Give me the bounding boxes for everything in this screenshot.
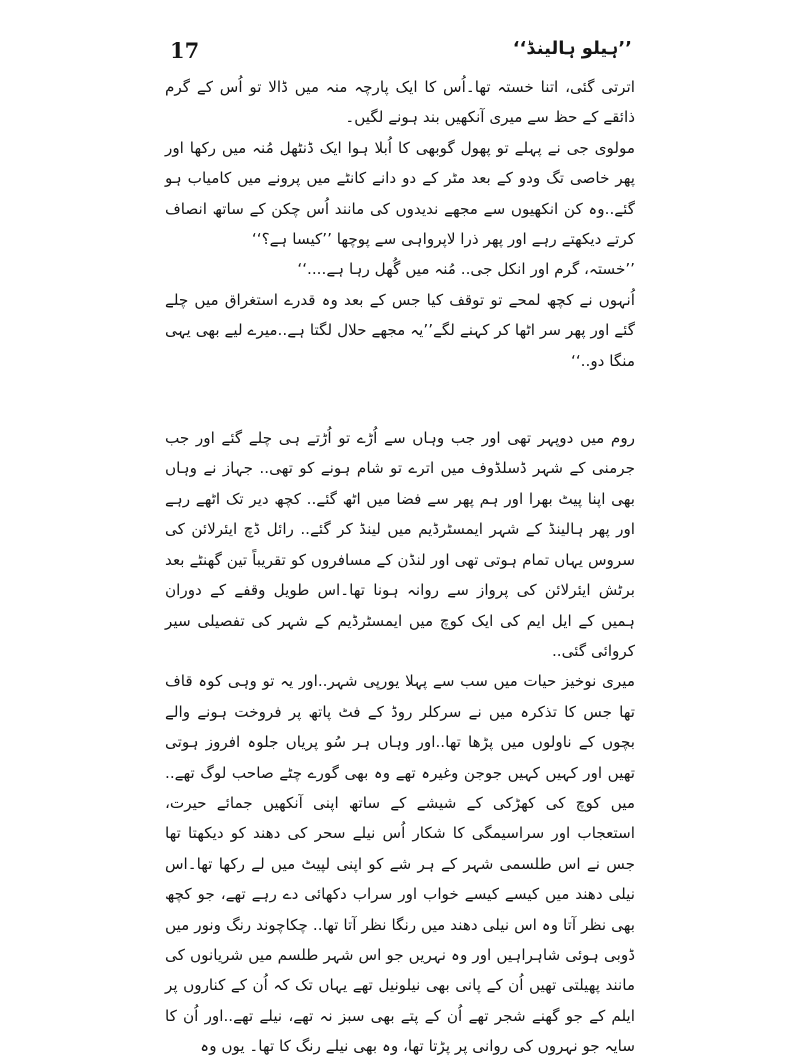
paragraph-2: مولوی جی نے پہلے تو پھول گوبھی کا اُبلا ہوا ایک ڈنٹھل مُنہ میں رکھا اور پھر خاصی تگ ودو کے بعد مٹر کے دو دانے کانٹے میں پرونے میں کامیاب ہو گئے..وہ کن انکھیوں سے مجھے ندیدوں کی مانند اُس چکن کے ساتھ انصاف کرتے دیکھتے رہے اور پھر ذرا لاپرواہی سے پوچھا ’’کیسا ہے؟‘‘ [165, 138, 635, 249]
running-head: ’’ہیلو ہالینڈ‘‘ [512, 38, 632, 59]
section-break [165, 376, 635, 423]
paragraph-1: اترتی گئی، اتنا خستہ تھا۔اُس کا ایک پارچہ منہ میں ڈالا تو اُس کے گرم ذائقے کے حظ سے میری آنکھیں بند ہونے لگیں۔ [165, 78, 635, 127]
paragraph-3: ’’خستہ، گرم اور انکل جی.. مُنہ میں گُھل رہا ہے....‘‘ [297, 260, 635, 279]
body-text [165, 72, 635, 1062]
paragraph-6: میری نوخیز حیات میں سب سے پہلا یورپی شہر..اور یہ تو وہی کوہ قاف تھا جس کا تذکرہ میں نے سرکلر روڈ کے فٹ پاتھ پر فروخت ہونے والے بچوں کے ناولوں میں پڑھا تھا..اور وہاں ہر سُو پریاں جلوہ افروز ہوتی تھیں اور کہیں کہیں جوجن وغیرہ تھے وہ بھی گورے چٹے صاحب لوگ تھے.. میں کوچ کی کھڑکی کے شیشے کے ساتھ اپنی آنکھیں جمائے حیرت، استعجاب اور سراسیمگی کا شکار اُس نیلے سحر کی دھند کو دیکھتا تھا جس نے اس طلسمی شہر کے ہر شے کو اپنی لپیٹ میں لے رکھا تھا۔اس نیلی دھند میں کیسے کیسے خواب اور سراب دکھائی دے رہے تھے، جو کچھ بھی نظر آتا وہ اس نیلی دھند میں رنگا نظر آتا تھا.. چکاچوند رنگ ونور میں ڈوبی ہوئی شاہراہیں اور وہ نہریں جو اس شہر طلسم میں شریانوں کی مانند پھیلتی تھیں اُن کے پانی بھی نیلونیل تھے یہاں تک کہ اُن کے کناروں پر ایلم کے جو گھنے شجر تھے اُن کے پتے بھی سبز نہ تھے، نیلے تھے..اور اُن کا سایہ جو نہروں کی روانی پر پڑتا تھا، وہ بھی نیلے رنگ کا تھا۔ یوں وہ [165, 672, 635, 1056]
paragraph-4: اُنہوں نے کچھ لمحے تو توقف کیا جس کے بعد وہ قدرے استغراق میں چلے گئے اور پھر سر اٹھا کر کہنے لگے’’یہ مجھے حلال لگتا ہے..میرے لیے بھی یہی منگا دو..‘‘ [165, 290, 635, 370]
page-number: 17 [170, 38, 200, 63]
paragraph-5: روم میں دوپہر تھی اور جب وہاں سے اُڑے تو اُڑتے ہی چلے گئے اور جب جرمنی کے شہر ڈسلڈوف میں اترے تو شام ہونے کو تھی.. جہاز نے وہاں بھی اپنا پیٹ بھرا اور ہم پھر سے فضا میں اٹھ گئے.. کچھ دیر تک اٹھے رہے اور پھر ہالینڈ کے شہر ایمسٹرڈیم میں لینڈ کر گئے.. رائل ڈچ ایئرلائن کی سروس یہاں تمام ہوتی تھی اور لنڈن کے مسافروں کو تقریباً تین گھنٹے بعد برٹش ایئرلائن کی پرواز سے روانہ ہونا تھا۔اس طویل وقفے کے دوران ہمیں کے ایل ایم کی ایک کوچ میں ایمسٹرڈیم کے شہر کی تفصیلی سیر کروائی گئی.. [165, 429, 635, 660]
